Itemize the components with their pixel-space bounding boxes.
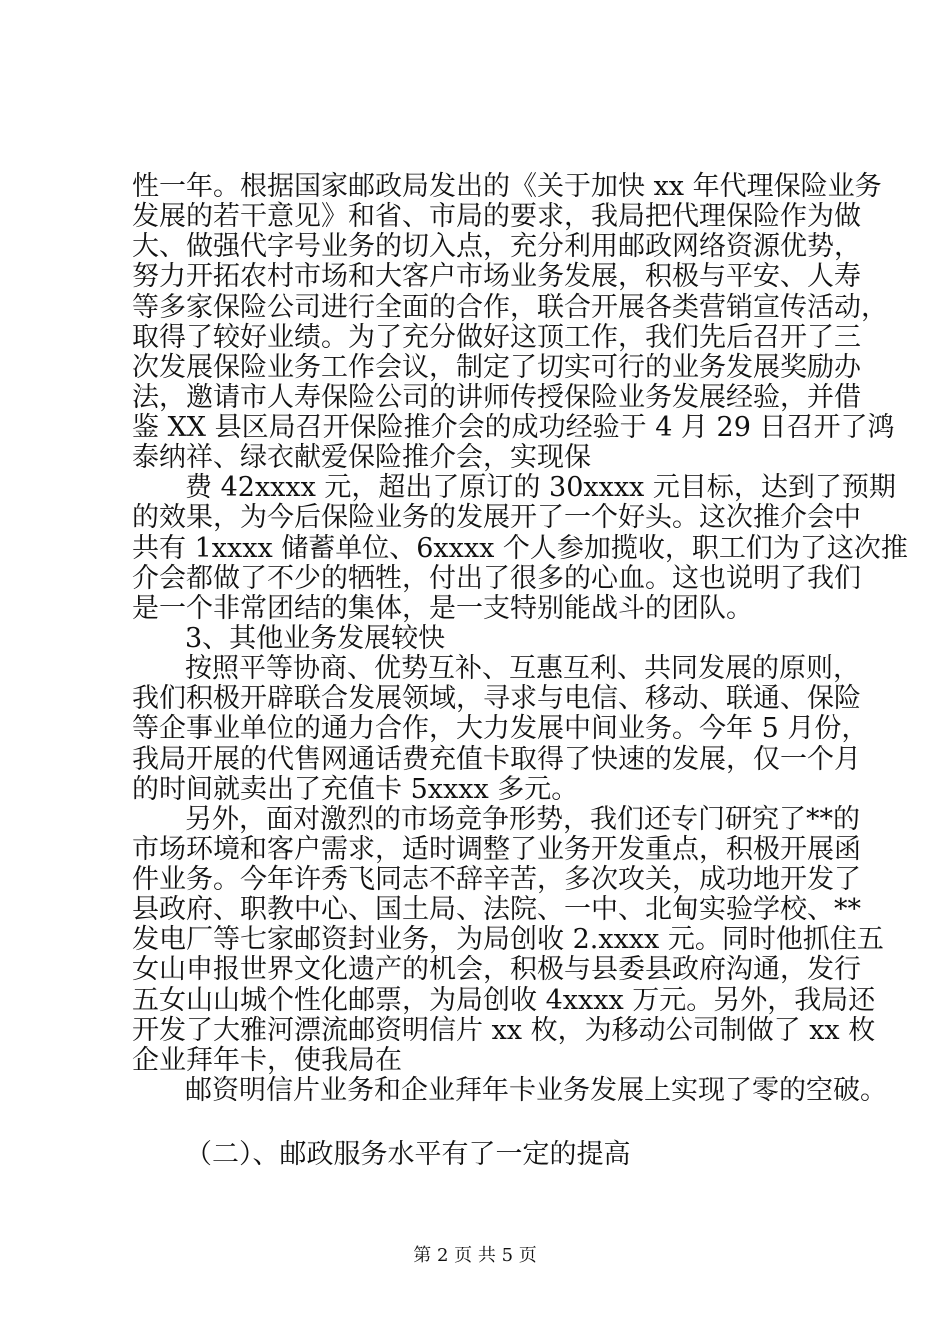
text-line: 女山申报世界文化遗产的机会，积极与县委县政府沟通，发行 — [132, 954, 861, 985]
text-line: 我们积极开辟联合发展领域，寻求与电信、移动、联通、保险 — [132, 683, 861, 714]
text-line: 开发了大雅河漂流邮资明信片 xx 枚，为移动公司制做了 xx 枚 — [132, 1015, 876, 1046]
text-line: 法，邀请市人寿保险公司的讲师传授保险业务发展经验，并借 — [132, 382, 861, 413]
text-line: 五女山山城个性化邮票，为局创收 4xxxx 万元。另外，我局还 — [132, 985, 876, 1016]
text-line: 性一年。根据国家邮政局发出的《关于加快 xx 年代理保险业务 — [132, 171, 882, 202]
text-line: 我局开展的代售网通话费充值卡取得了快速的发展，仅一个月 — [132, 744, 861, 775]
text-line: 按照平等协商、优势互补、互惠互利、共同发展的原则， — [185, 653, 860, 684]
text-line: 介会都做了不少的牺牲，付出了很多的心血。这也说明了我们 — [132, 563, 861, 594]
text-line: 次发展保险业务工作会议，制定了切实可行的业务发展奖励办 — [132, 352, 861, 383]
text-line: 费 42xxxx 元，超出了原订的 30xxxx 元目标，达到了预期 — [185, 472, 896, 503]
text-line: 泰纳祥、绿衣献爱保险推介会，实现保 — [132, 442, 591, 473]
text-line: 发电厂等七家邮资封业务，为局创收 2.xxxx 元。同时他抓住五 — [132, 924, 884, 955]
section-heading: （二）、邮政服务水平有了一定的提高 — [185, 1139, 631, 1170]
text-line: 的时间就卖出了充值卡 5xxxx 多元。 — [132, 774, 579, 805]
page-footer: 第 2 页 共 5 页 — [413, 1245, 537, 1266]
text-line: 发展的若干意见》和省、市局的要求，我局把代理保险作为做 — [132, 201, 861, 232]
text-line: 鉴 XX 县区局召开保险推介会的成功经验于 4 月 29 日召开了鸿 — [132, 412, 895, 443]
text-line: 等多家保险公司进行全面的合作，联合开展各类营销宣传活动， — [132, 292, 888, 323]
text-line: 邮资明信片业务和企业拜年卡业务发展上实现了零的空破。 — [185, 1075, 887, 1106]
text-line: 大、做强代字号业务的切入点，充分利用邮政网络资源优势， — [132, 231, 861, 262]
text-line: 共有 1xxxx 储蓄单位、6xxxx 个人参加揽收，职工们为了这次推 — [132, 533, 908, 564]
text-line: 另外，面对激烈的市场竞争形势，我们还专门研究了**的 — [185, 804, 860, 835]
text-line: 取得了较好业绩。为了充分做好这顶工作，我们先后召开了三 — [132, 322, 861, 353]
text-line: 努力开拓农村市场和大客户市场业务发展，积极与平安、人寿 — [132, 261, 861, 292]
text-line: 企业拜年卡，使我局在 — [132, 1045, 402, 1076]
subsection-heading: 3、其他业务发展较快 — [185, 623, 446, 654]
text-line: 是一个非常团结的集体，是一支特别能战斗的团队。 — [132, 593, 753, 624]
text-line: 件业务。今年许秀飞同志不辞辛苦，多次攻关，成功地开发了 — [132, 864, 861, 895]
text-line: 市场环境和客户需求，适时调整了业务开发重点，积极开展函 — [132, 834, 861, 865]
text-line: 的效果，为今后保险业务的发展开了一个好头。这次推介会中 — [132, 502, 861, 533]
text-line: 等企事业单位的通力合作，大力发展中间业务。今年 5 月份， — [132, 713, 869, 744]
text-line: 县政府、职教中心、国土局、法院、一中、北甸实验学校、** — [132, 894, 861, 925]
